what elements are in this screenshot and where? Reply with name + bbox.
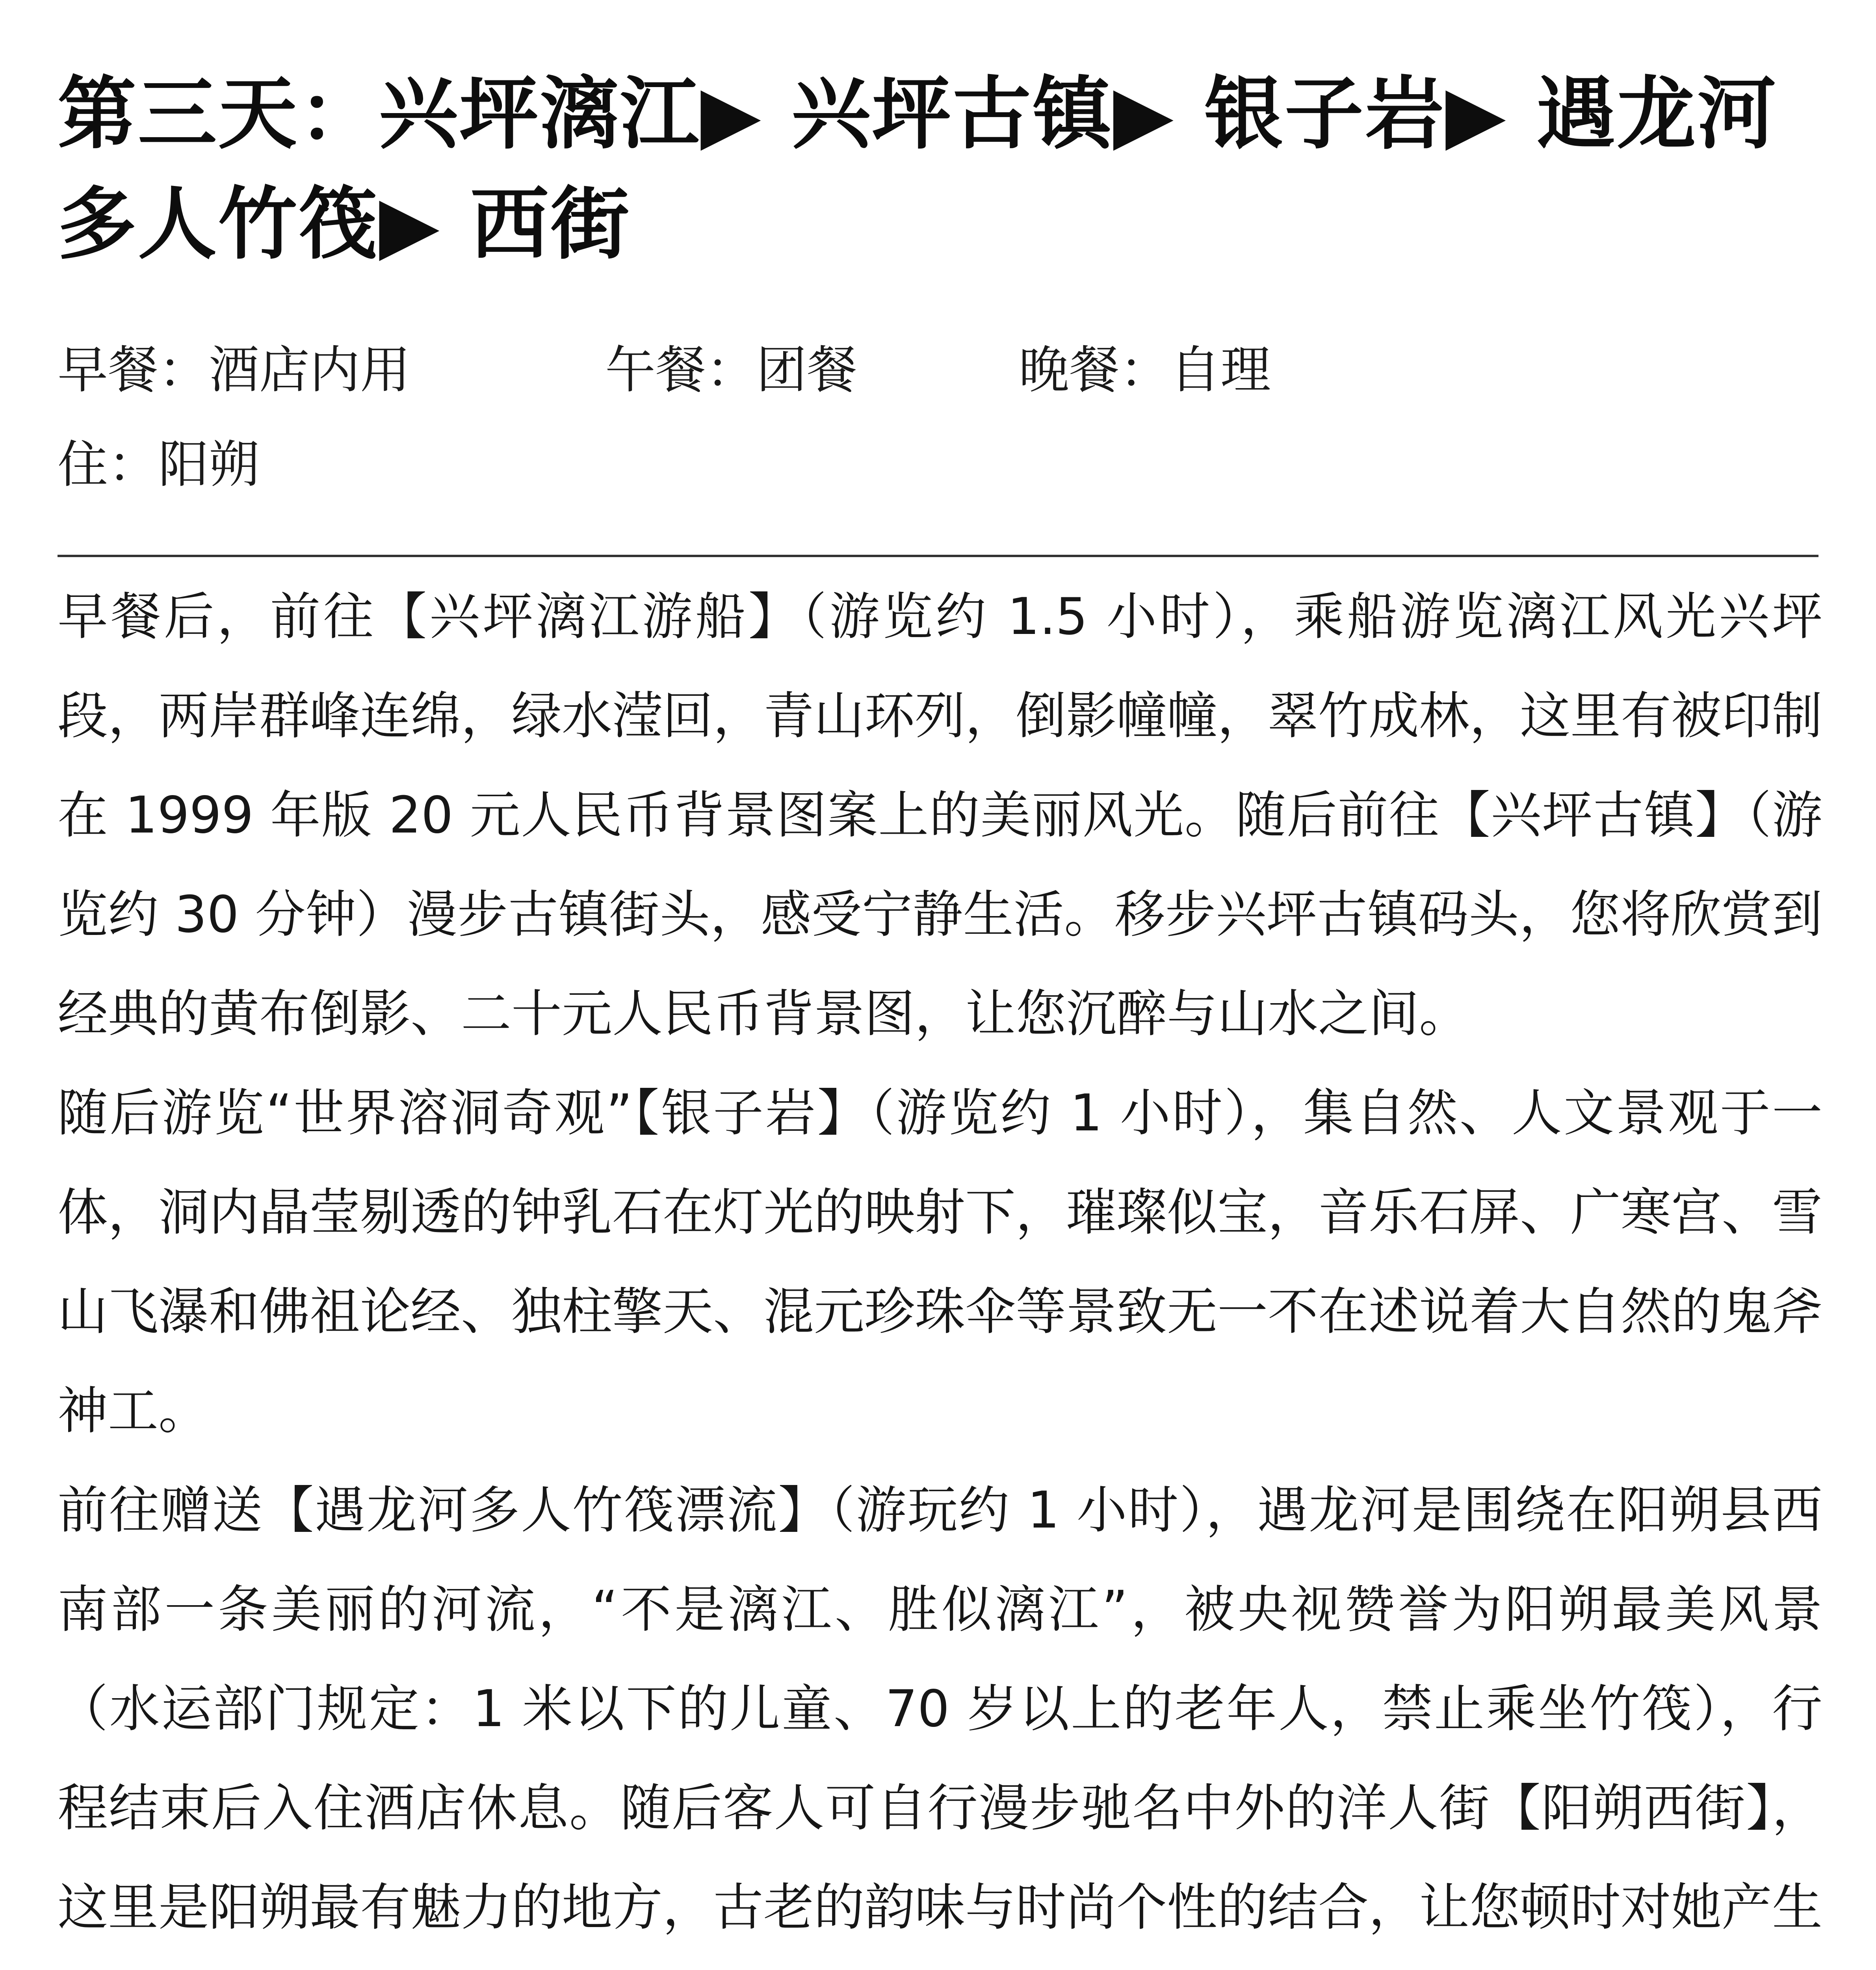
breakfast-info: 早餐：酒店内用: [58, 341, 411, 400]
dinner-info: 晚餐：自理: [1019, 341, 1271, 400]
itinerary-description: [58, 567, 1822, 1970]
paragraph-silver-cave: 随后游览“世界溶洞奇观”【银子岩】（游览约 1 小时），集自然、人文景观于一体，洞内晶莹剔透的钟乳石在灯光的映射下，璀璨似宝，音乐石屏、广寒宫、雪山飞瀑和佛祖论经、独柱擎天、混元珍珠伞等景致无一不在述说着大自然的鬼斧神工。: [58, 1084, 1823, 1440]
paragraph-yulong-river-rafting: 前往赠送【遇龙河多人竹筏漂流】（游玩约 1 小时），遇龙河是围绕在阳朔县西南部一条美丽的河流，“不是漓江、胜似漓江”，被央视赞誉为阳朔最美风景（水运部门规定：1 米以下的儿童、70 岁以上的老年人，禁止乘坐竹筏），行程结束后入住酒店休息。随后客人可自行漫步驰名中外的洋人街【阳朔西街】，这里是阳朔最有魅力的地方，古老的韵味与时尚个性的结合，让您顿时对她产生: [58, 1481, 1823, 1937]
paragraph-li-river-cruise: 早餐后，前往【兴坪漓江游船】（游览约 1.5 小时），乘船游览漓江风光兴坪段，两岸群峰连绵，绿水滢回，青山环列，倒影幢幢，翠竹成林，这里有被印制在 1999 年版 20 元人民币背景图案上的美丽风光。随后前往【兴坪古镇】（游览约 30 分钟）漫步古镇街头，感受宁静生活。移步兴坪古镇码头，您将欣赏到经典的黄布倒影、二十元人民币背景图，让您沉醉与山水之间。: [58, 587, 1823, 1043]
day-title: 第三天：兴坪漓江▶ 兴坪古镇▶ 银子岩▶ 遇龙河多人竹筏▶ 西街: [58, 68, 1778, 270]
meals-row: [58, 339, 1822, 402]
section-divider: [58, 555, 1818, 557]
lunch-info: 午餐：团餐: [605, 341, 858, 400]
accommodation-info: 住：阳朔: [58, 435, 260, 494]
